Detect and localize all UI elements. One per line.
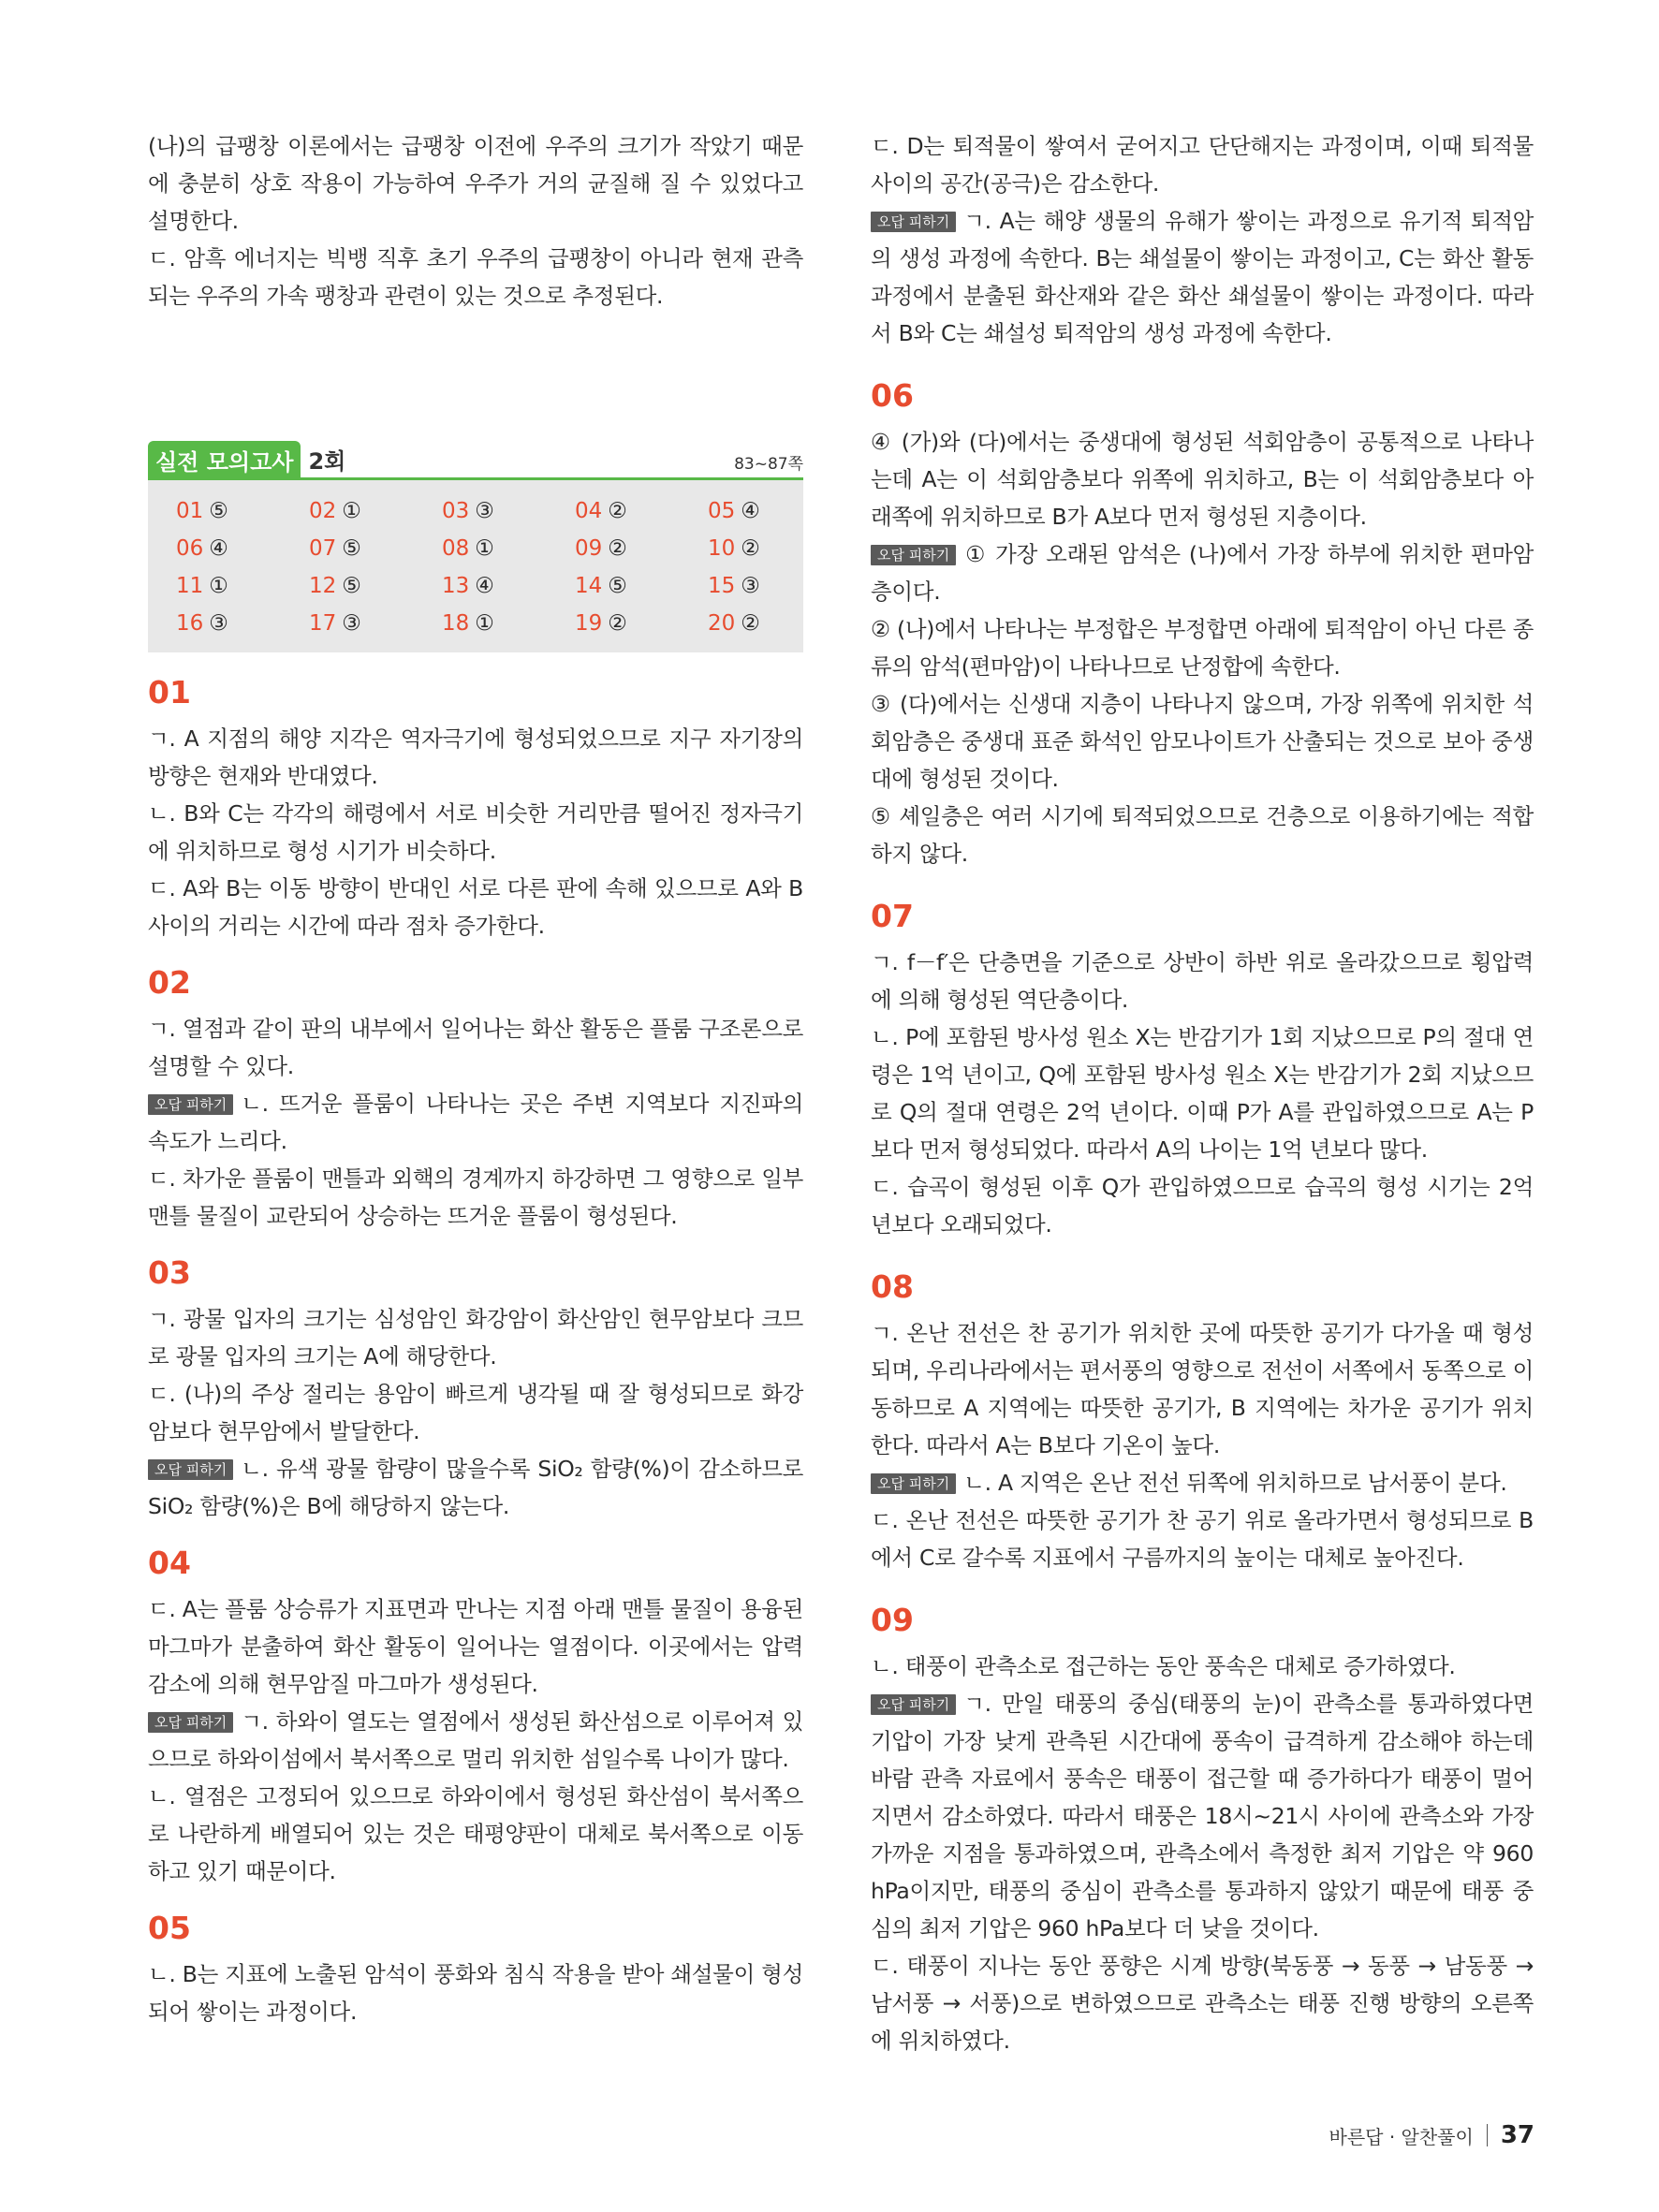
avoid-mistake-tag: 오답 피하기 — [871, 1473, 956, 1494]
answer-choice: ④ — [475, 574, 494, 598]
paragraph — [871, 1314, 1534, 1464]
paragraph-text: ㄷ. 습곡이 형성된 이후 Q가 관입하였으므로 습곡의 형성 시기는 2억 년보다 오래되었다. — [871, 1174, 1534, 1238]
question-section — [871, 376, 1534, 872]
answer-number: 14 — [575, 574, 603, 598]
answer-choice: ⑤ — [608, 574, 627, 598]
paragraph-text: ㄷ. 온난 전선은 따뜻한 공기가 찬 공기 위로 올라가면서 형성되므로 B에서 C로 갈수록 지표에서 구름까지의 높이는 대체로 높아진다. — [871, 1507, 1534, 1571]
answer-number: 16 — [176, 611, 204, 636]
left-column — [148, 127, 803, 2049]
exam-round: 2회 — [308, 448, 346, 475]
answer-choice: ① — [475, 611, 494, 636]
paragraph — [871, 1018, 1534, 1168]
answer-item — [442, 497, 575, 525]
question-number: 09 — [871, 1602, 914, 1638]
paragraph-text: ㄷ. (나)의 주상 절리는 용암이 빠르게 냉각될 때 잘 형성되므로 화강암보다 현무암에서 발달한다. — [148, 1381, 803, 1444]
answer-item — [176, 535, 309, 563]
right-column — [871, 127, 1534, 2084]
answer-choice: ③ — [741, 574, 760, 598]
question-number: 04 — [148, 1545, 191, 1581]
question-number: 08 — [871, 1268, 914, 1305]
paragraph — [871, 423, 1534, 535]
answer-number: 01 — [176, 499, 204, 523]
question-section — [148, 1253, 803, 1525]
answer-choice: ② — [741, 611, 760, 636]
answer-item — [176, 609, 309, 637]
answer-key-box — [148, 442, 803, 652]
paragraph — [871, 1464, 1534, 1502]
paragraph-text: ㄴ. 유색 광물 함량이 많을수록 SiO₂ 함량(%)이 감소하므로 SiO₂ 함량(%)은 B에 해당하지 않는다. — [148, 1456, 803, 1519]
paragraph — [871, 127, 1534, 202]
left-sections — [148, 673, 803, 2030]
answer-choice: ② — [608, 536, 627, 561]
answer-choice: ② — [608, 611, 627, 636]
answer-item — [309, 609, 442, 637]
paragraph-text: ㄱ. 하와이 열도는 열점에서 생성된 화산섬으로 이루어져 있으므로 하와이섬에서 북서쪽으로 멀리 위치한 섬일수록 나이가 많다. — [148, 1708, 803, 1772]
answer-number: 02 — [309, 499, 337, 523]
paragraph — [871, 944, 1534, 1018]
question-section — [871, 1601, 1534, 2059]
answer-number: 18 — [442, 611, 470, 636]
answer-number: 07 — [309, 536, 337, 561]
question-section — [148, 1909, 803, 2030]
paragraph-text: ㄷ. D는 퇴적물이 쌓여서 굳어지고 단단해지는 과정이며, 이때 퇴적물 사이의 공간(공극)은 감소한다. — [871, 133, 1534, 197]
avoid-mistake-tag: 오답 피하기 — [871, 212, 956, 232]
answer-number: 11 — [176, 574, 204, 598]
paragraph — [148, 1300, 803, 1375]
footer-divider — [1487, 2124, 1488, 2146]
paragraph-text: ㄴ. 열점은 고정되어 있으므로 하와이에서 형성된 화산섬이 북서쪽으로 나란하게 배열되어 있는 것은 태평양판이 대체로 북서쪽으로 이동하고 있기 때문이다. — [148, 1783, 803, 1884]
paragraph-text: ㄱ. 만일 태풍의 중심(태풍의 눈)이 관측소를 통과하였다면 기압이 가장 낮게 관측된 시간대에 풍속이 급격하게 감소해야 하는데 바람 관측 자료에서 풍속은 태풍이 접근할 때 증가하다가 태풍이 멀어지면서 감소하였다. 따라서 태풍은 18시~21시 사이에 관측소와 가장 가까운 지점을 통과하였으며, 관측소에서 측정한 최저 기압은 약 960 hPa이지만, 태풍의 중심이 관측소를 통과하지 않았기 때문에 태풍 중심의 최저 기압은 960 hPa보다 더 낮을 것이다. — [871, 1691, 1534, 1941]
answer-choice: ⑤ — [342, 536, 361, 561]
paragraph — [871, 1648, 1534, 1685]
answer-item — [708, 535, 841, 563]
answer-item — [309, 535, 442, 563]
answer-number: 08 — [442, 536, 470, 561]
paragraph-text: ⑤ 셰일층은 여러 시기에 퇴적되었으므로 건층으로 이용하기에는 적합하지 않다. — [871, 803, 1534, 867]
paragraph-text: ㄱ. A 지점의 해양 지각은 역자극기에 형성되었으므로 지구 자기장의 방향은 현재와 반대였다. — [148, 725, 803, 789]
answer-key-header — [148, 442, 803, 480]
paragraph-text: ㄱ. 광물 입자의 크기는 심성암인 화강암이 화산암인 현무암보다 크므로 광물 입자의 크기는 A에 해당한다. — [148, 1306, 803, 1370]
paragraph — [148, 1590, 803, 1703]
answer-item — [442, 609, 575, 637]
question-number: 01 — [148, 674, 191, 710]
paragraph — [148, 1778, 803, 1890]
paragraph-text: ㄴ. B는 지표에 노출된 암석이 풍화와 침식 작용을 받아 쇄설물이 형성되어 쌓이는 과정이다. — [148, 1961, 803, 2025]
paragraph-text: ③ (다)에서는 신생대 지층이 나타나지 않으며, 가장 위쪽에 위치한 석회암층은 중생대 표준 화석인 암모나이트가 산출되는 것으로 보아 중생대에 형성된 것이다. — [871, 691, 1534, 792]
paragraph-text: ㄱ. f－f′은 단층면을 기준으로 상반이 하반 위로 올라갔으므로 횡압력에 의해 형성된 역단층이다. — [871, 949, 1534, 1013]
page-footer — [1325, 2121, 1534, 2149]
question-number: 06 — [871, 377, 914, 414]
answer-item — [176, 572, 309, 600]
paragraph-text: ㄴ. 뜨거운 플룸이 나타나는 곳은 주변 지역보다 지진파의 속도가 느리다. — [148, 1091, 803, 1154]
exam-badge: 실전 모의고사 — [148, 441, 301, 477]
question-section — [148, 963, 803, 1235]
avoid-mistake-tag: 오답 피하기 — [148, 1094, 233, 1115]
paragraph — [871, 1947, 1534, 2059]
answer-number: 13 — [442, 574, 470, 598]
paragraph — [148, 795, 803, 870]
answer-number: 04 — [575, 499, 603, 523]
answer-choice: ③ — [209, 611, 228, 636]
section-05-continued — [871, 127, 1534, 352]
paragraph — [148, 1010, 803, 1085]
answer-choice: ③ — [475, 499, 494, 523]
paragraph — [871, 610, 1534, 685]
answer-item — [309, 572, 442, 600]
answer-choice: ② — [741, 536, 760, 561]
answer-number: 12 — [309, 574, 337, 598]
paragraph — [871, 1685, 1534, 1947]
paragraph — [148, 870, 803, 945]
paragraph: (나)의 급팽창 이론에서는 급팽창 이전에 우주의 크기가 작았기 때문에 충분히 상호 작용이 가능하여 우주가 거의 균질해 질 수 있었다고 설명한다. — [148, 133, 803, 234]
paragraph — [148, 1450, 803, 1525]
paragraph-text: ㄱ. A는 해양 생물의 유해가 쌓이는 과정으로 유기적 퇴적암의 생성 과정에 속한다. B는 쇄설물이 쌓이는 과정이고, C는 화산 활동 과정에서 분출된 화산재와 같은 화산 쇄설물이 쌓이는 과정이다. 따라서 B와 C는 쇄설성 퇴적암의 생성 과정에 속한다. — [871, 208, 1534, 346]
answer-choice: ④ — [209, 536, 228, 561]
paragraph-text: ㄴ. A 지역은 온난 전선 뒤쪽에 위치하므로 남서풍이 분다. — [963, 1470, 1507, 1496]
question-section — [148, 1544, 803, 1890]
answer-item — [708, 572, 841, 600]
answer-choice: ① — [342, 499, 361, 523]
paragraph-text: ㄷ. 차가운 플룸이 맨틀과 외핵의 경계까지 하강하면 그 영향으로 일부 맨틀 물질이 교란되어 상승하는 뜨거운 플룸이 형성된다. — [148, 1165, 803, 1229]
answer-choice: ① — [475, 536, 494, 561]
answer-item — [575, 535, 708, 563]
paragraph — [871, 202, 1534, 352]
answer-choice: ⑤ — [209, 499, 228, 523]
paragraph — [871, 1168, 1534, 1243]
answer-number: 17 — [309, 611, 337, 636]
paragraph-text: ㄷ. A와 B는 이동 방향이 반대인 서로 다른 판에 속해 있으므로 A와 B 사이의 거리는 시간에 따라 점차 증가한다. — [148, 875, 803, 939]
question-number: 07 — [871, 898, 914, 934]
answer-item — [575, 497, 708, 525]
paragraph-text: ㄷ. 태풍이 지나는 동안 풍향은 시계 방향(북동풍 → 동풍 → 남동풍 → 남서풍 → 서풍)으로 변하였으므로 관측소는 태풍 진행 방향의 오른쪽에 위치하였다. — [871, 1953, 1534, 2054]
paragraph-text: ㄱ. 온난 전선은 찬 공기가 위치한 곳에 따뜻한 공기가 다가올 때 형성되며, 우리나라에서는 편서풍의 영향으로 전선이 서쪽에서 동쪽으로 이동하므로 A 지역에는 따뜻한 공기가, B 지역에는 차가운 공기가 위치한다. 따라서 A는 B보다 기온이 높다. — [871, 1320, 1534, 1458]
paragraph — [871, 535, 1534, 610]
answer-number: 10 — [708, 536, 736, 561]
avoid-mistake-tag: 오답 피하기 — [871, 1694, 956, 1715]
paragraph-text: ㄴ. P에 포함된 방사성 원소 X는 반감기가 1회 지났으므로 P의 절대 연령은 1억 년이고, Q에 포함된 방사성 원소 X는 반감기가 2회 지났으므로 Q의 절대 연령은 2억 년이다. 이때 P가 A를 관입하였으므로 A는 P보다 먼저 형성되었다. 따라서 A의 나이는 1억 년보다 많다. — [871, 1024, 1534, 1163]
answer-number: 06 — [176, 536, 204, 561]
paragraph-text: ㄱ. 열점과 같이 판의 내부에서 일어나는 화산 활동은 플룸 구조론으로 설명할 수 있다. — [148, 1016, 803, 1079]
answer-number: 05 — [708, 499, 736, 523]
answer-item — [309, 497, 442, 525]
question-number: 05 — [148, 1910, 191, 1946]
paragraph — [148, 1085, 803, 1160]
answer-choice: ② — [608, 499, 627, 523]
left-intro — [148, 127, 803, 315]
paragraph — [871, 798, 1534, 872]
avoid-mistake-tag: 오답 피하기 — [148, 1712, 233, 1733]
answer-number: 03 — [442, 499, 470, 523]
paragraph — [148, 720, 803, 795]
page-range: 83~87쪽 — [734, 455, 803, 474]
right-sections — [871, 376, 1534, 2059]
question-section — [148, 673, 803, 945]
paragraph — [148, 1956, 803, 2030]
question-number: 03 — [148, 1254, 191, 1291]
avoid-mistake-tag: 오답 피하기 — [148, 1459, 233, 1480]
answer-item — [708, 497, 841, 525]
page-number: 37 — [1500, 2121, 1534, 2149]
paragraph-text: ㄴ. B와 C는 각각의 해령에서 서로 비슷한 거리만큼 떨어진 정자극기에 위치하므로 형성 시기가 비슷하다. — [148, 800, 803, 864]
paragraph-text: ① 가장 오래된 암석은 (나)에서 가장 하부에 위치한 편마암층이다. — [871, 541, 1534, 605]
paragraph-text: ② (나)에서 나타나는 부정합은 부정합면 아래에 퇴적암이 아닌 다른 종류의 암석(편마암)이 나타나므로 난정합에 속한다. — [871, 616, 1534, 680]
answer-choice: ① — [209, 574, 228, 598]
answer-item — [442, 572, 575, 600]
answer-item — [708, 609, 841, 637]
avoid-mistake-tag: 오답 피하기 — [871, 545, 956, 565]
answer-number: 15 — [708, 574, 736, 598]
question-section — [871, 897, 1534, 1243]
answer-grid — [148, 480, 803, 652]
answer-number: 20 — [708, 611, 736, 636]
paragraph — [871, 685, 1534, 798]
answer-choice: ⑤ — [342, 574, 361, 598]
question-number: 02 — [148, 964, 191, 1001]
answer-item — [575, 609, 708, 637]
answer-item — [575, 572, 708, 600]
paragraph-text: ㄴ. 태풍이 관측소로 접근하는 동안 풍속은 대체로 증가하였다. — [871, 1653, 1456, 1679]
question-section — [871, 1267, 1534, 1576]
answer-number: 09 — [575, 536, 603, 561]
paragraph — [148, 1160, 803, 1235]
paragraph-text: ㄷ. A는 플룸 상승류가 지표면과 만나는 지점 아래 맨틀 물질이 용융된 마그마가 분출하여 화산 활동이 일어나는 열점이다. 이곳에서는 압력 감소에 의해 현무암질 마그마가 생성된다. — [148, 1596, 803, 1697]
paragraph: ㄷ. 암흑 에너지는 빅뱅 직후 초기 우주의 급팽창이 아니라 현재 관측되는 우주의 가속 팽창과 관련이 있는 것으로 추정된다. — [148, 245, 803, 309]
answer-choice: ③ — [342, 611, 361, 636]
answer-number: 19 — [575, 611, 603, 636]
answer-item — [442, 535, 575, 563]
answer-item — [176, 497, 309, 525]
paragraph — [148, 1375, 803, 1450]
footer-title: 바른답 · 알찬풀이 — [1329, 2125, 1474, 2148]
paragraph — [871, 1502, 1534, 1576]
paragraph-text: ④ (가)와 (다)에서는 중생대에 형성된 석회암층이 공통적으로 나타나는데 A는 이 석회암층보다 위쪽에 위치하고, B는 이 석회암층보다 아래쪽에 위치하므로 B가 A보다 먼저 형성된 지층이다. — [871, 429, 1534, 530]
answer-choice: ④ — [741, 499, 760, 523]
paragraph — [148, 1703, 803, 1778]
